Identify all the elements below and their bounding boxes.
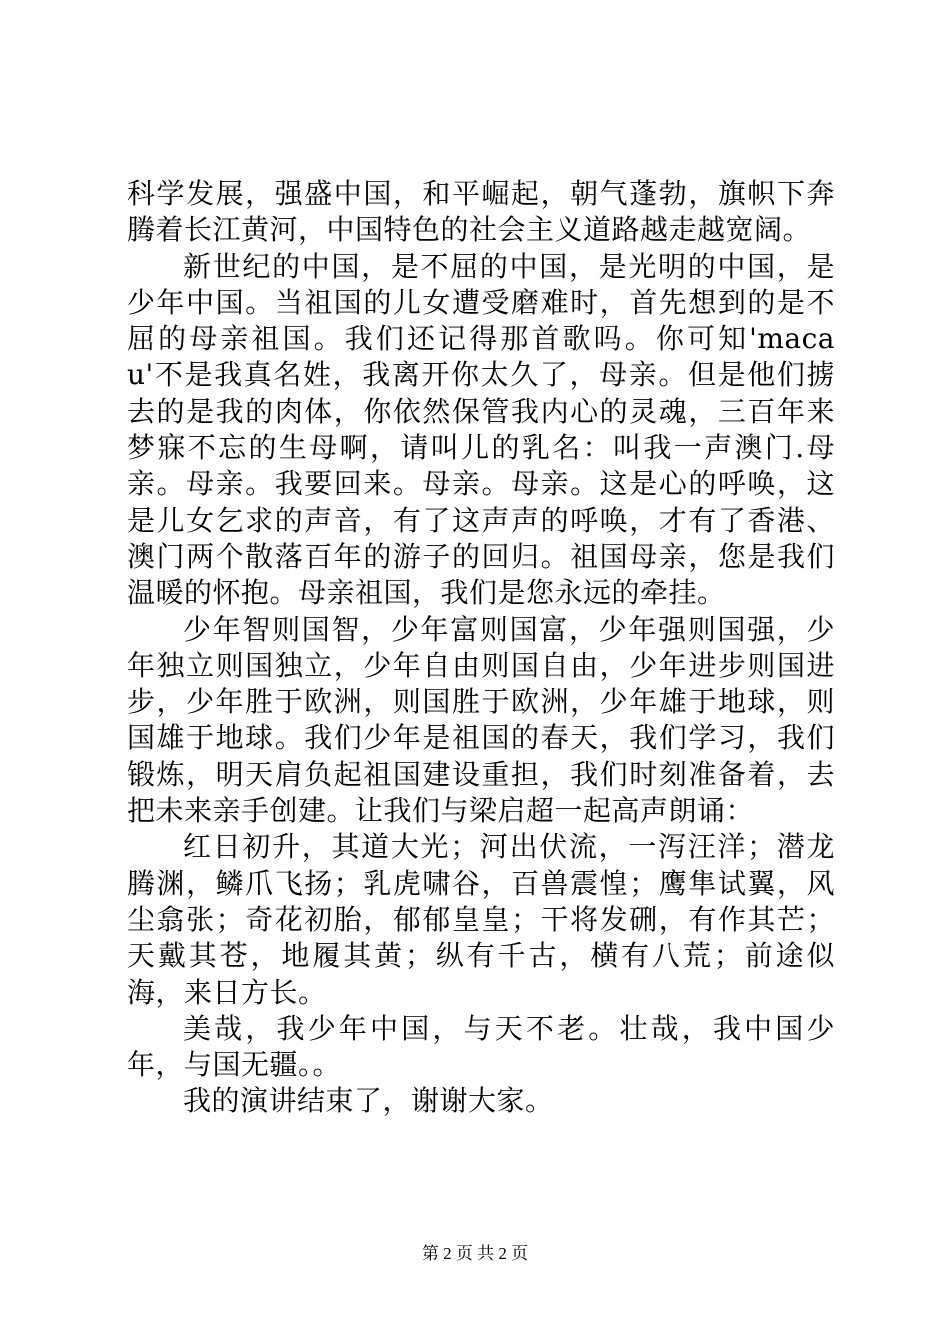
paragraph-4: 红日初升，其道大光；河出伏流，一泻汪洋；潜龙腾渊，鳞爪飞扬；乳虎啸谷，百兽震惶；鹰隼试翼，风尘翕张；奇花初胎，郁郁皇皇；干将发硎，有作其芒；天戴其苍，地履其黄；纵有千古，横有八荒；前途似海，来日方长。: [127, 830, 835, 1009]
paragraph-5: 美哉，我少年中国，与天不老。壮哉，我中国少年，与国无疆。。: [127, 1011, 835, 1082]
paragraph-6: 我的演讲结束了，谢谢大家。: [183, 1084, 554, 1118]
paragraph-2: 新世纪的中国，是不屈的中国，是光明的中国，是少年中国。当祖国的儿女遭受磨难时，首先想到的是不屈的母亲祖国。我们还记得那首歌吗。你可知'macau'不是我真名姓，我离开你太久了，母亲。但是他们掳去的是我的肉体，你依然保管我内心的灵魂，三百年来梦寐不忘的生母啊，请叫儿的乳名：叫我一声澳门.母亲。母亲。我要回来。母亲。母亲。这是心的呼唤，这是儿女乞求的声音，有了这声声的呼唤，才有了香港、澳门两个散落百年的游子的回归。祖国母亲，您是我们温暖的怀抱。母亲祖国，我们是您永远的牵挂。: [127, 249, 835, 610]
page-number-footer: 第 2 页 共 2 页: [421, 1244, 529, 1263]
paragraph-1: 科学发展，强盛中国，和平崛起，朝气蓬勃，旗帜下奔腾着长江黄河，中国特色的社会主义道路越走越宽阔。: [127, 177, 835, 247]
document-body: [127, 176, 835, 1120]
paragraph-3: 少年智则国智，少年富则国富，少年强则国强，少年独立则国独立，少年自由则国自由，少年进步则国进步，少年胜于欧洲，则国胜于欧洲，少年雄于地球，则国雄于地球。我们少年是祖国的春天，我们学习，我们锻炼，明天肩负起祖国建设重担，我们时刻准备着，去把未来亲手创建。让我们与梁启超一起高声朗诵：: [127, 612, 835, 828]
